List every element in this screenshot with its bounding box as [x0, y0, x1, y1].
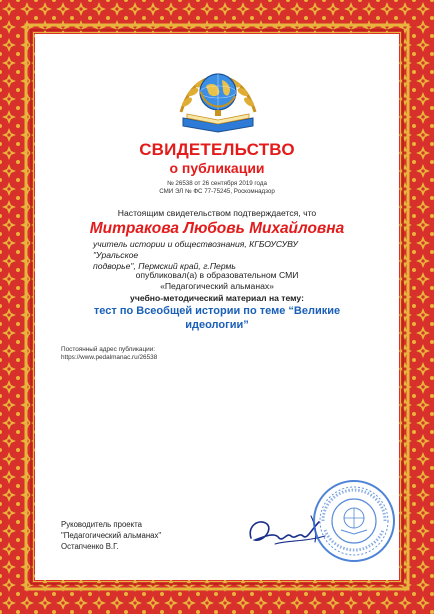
confirmation-text: Настоящим свидетельством подтверждается, что [117, 208, 317, 218]
footer-role: Руководитель проекта [61, 520, 142, 529]
registration-number: № 26538 от 26 сентября 2019 года [167, 180, 267, 187]
certificate-content [35, 34, 399, 580]
topic-line1: тест по Всеобщей истории по теме “Великие [93, 305, 341, 317]
stamp-icon [311, 478, 397, 564]
published-line2: «Педагогический альманах» [160, 281, 274, 291]
recipient-position-line1: учитель истории и обществознания, КГБОУСУВУ "Уральское [93, 239, 298, 260]
permanent-address-label: Постоянный адрес публикации: [61, 346, 156, 353]
globe-book-emblem-icon [173, 52, 263, 140]
certificate-title: СВИДЕТЕЛЬСТВО [139, 140, 295, 159]
recipient-position-line2: подворье", Пермский край, г.Пермь [93, 261, 236, 271]
recipient-position [93, 239, 343, 272]
topic-line2: идеологии” [185, 318, 249, 331]
footer-signatory: Остапченко В.Г. [61, 542, 119, 551]
recipient-name: Митракова Любовь Михайловна [89, 220, 345, 237]
footer-project-name: "Педагогический альманах" [61, 531, 162, 540]
topic-label: учебно-методический материал на тему: [130, 293, 304, 303]
permanent-address-link[interactable]: https://www.pedalmanac.ru/26538 [61, 354, 158, 361]
published-in [35, 270, 399, 292]
published-line1: опубликовал(а) в образовательном СМИ [135, 270, 299, 280]
publication-topic [85, 305, 349, 332]
certificate-subtitle: о публикации [169, 160, 265, 176]
media-registration: СМИ ЭЛ № ФС 77-75245, Роскомнадзор [159, 188, 275, 195]
